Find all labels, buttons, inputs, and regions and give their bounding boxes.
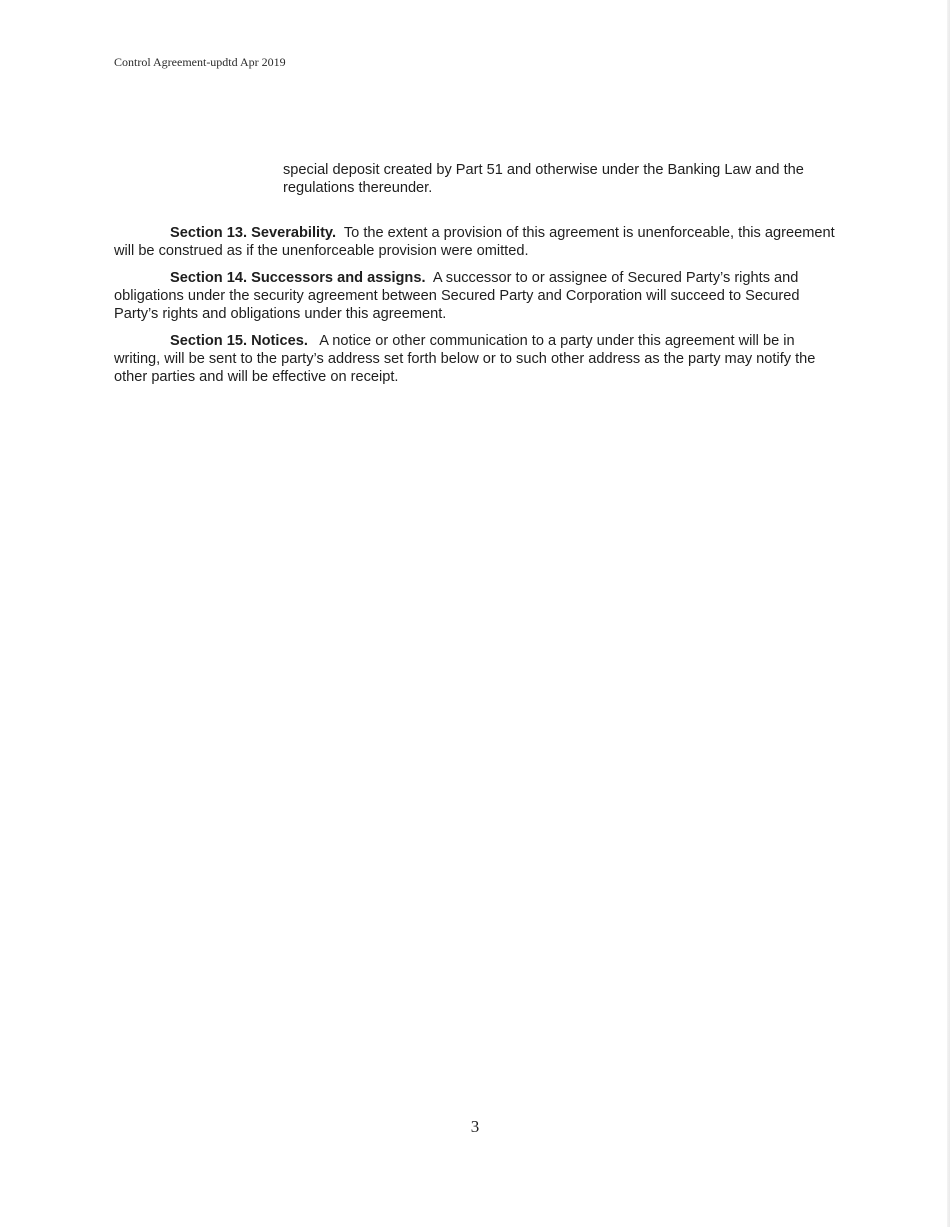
section-14-body: A successor to or assignee of Secured Party’s rights and obligations under the security agreement between Secured Party and Corporation will succeed to Secured Party’s rights and obligations under this agreement. bbox=[114, 270, 800, 322]
section-13-body: To the extent a provision of this agreement is unenforceable, this agreement will be construed as if the unenforceable provision were omitted. bbox=[114, 225, 835, 259]
section-15-body: A notice or other communication to a party under this agreement will be in writing, will be sent to the party’s address set forth below or to such other address as the party may notify the other parties and will be effective on receipt. bbox=[114, 333, 816, 385]
section-13-heading: Section 13. Severability. bbox=[170, 225, 337, 241]
page-number: 3 bbox=[470, 1117, 480, 1136]
section-13-severability bbox=[114, 224, 836, 260]
section-15-notices bbox=[114, 332, 836, 386]
section-14-successors-and-assigns bbox=[114, 269, 836, 323]
section-14-heading: Section 14. Successors and assigns. bbox=[170, 270, 426, 286]
section-15-heading: Section 15. Notices. bbox=[170, 333, 308, 349]
continued-paragraph: special deposit created by Part 51 and otherwise under the Banking Law and the regulations thereunder. bbox=[283, 162, 804, 196]
running-header: Control Agreement-updtd Apr 2019 bbox=[114, 55, 286, 69]
